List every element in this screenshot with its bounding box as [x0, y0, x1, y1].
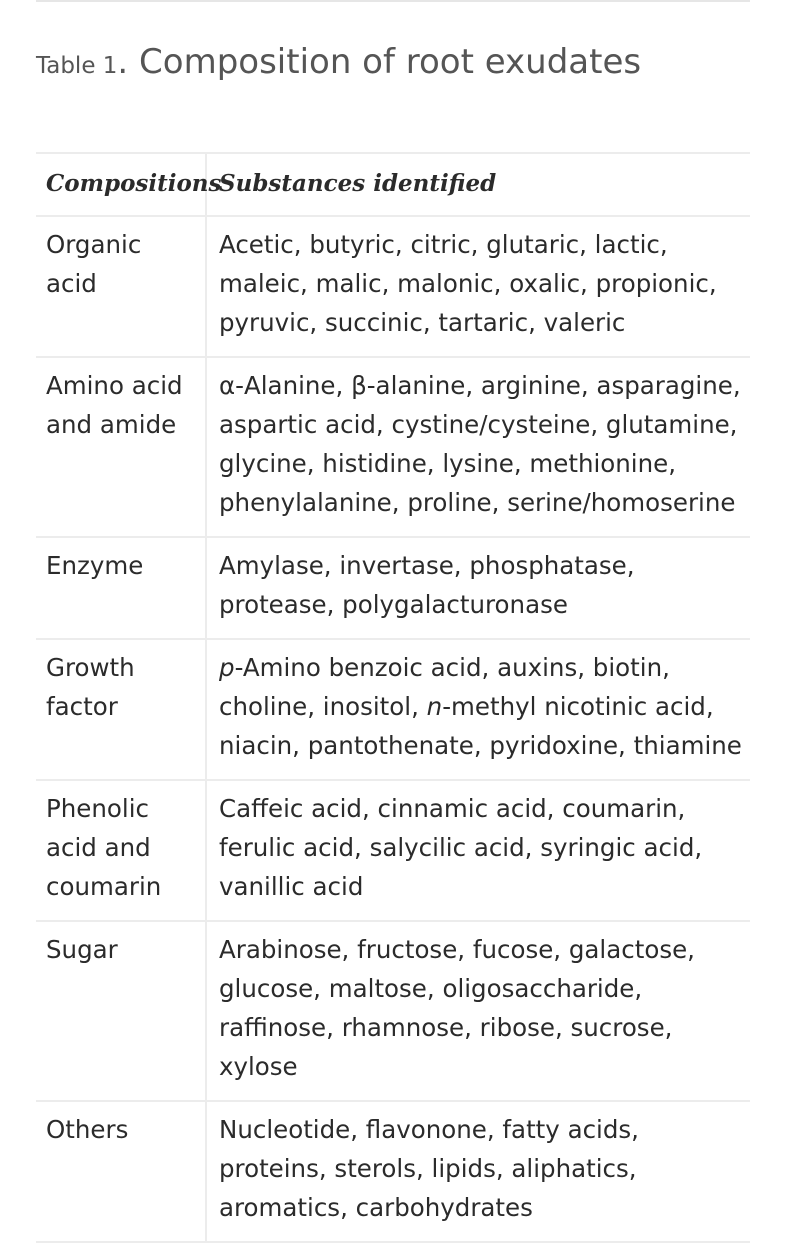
composition-cell: Growth factor — [36, 639, 206, 780]
table-row — [36, 357, 750, 537]
table-row — [36, 216, 750, 357]
substances-cell: Acetic, butyric, citric, glutaric, lactic, maleic, malic, malonic, oxalic, propionic, pyruvic, succinic, tartaric, valeric — [206, 216, 750, 357]
top-divider — [36, 0, 750, 2]
table-row — [36, 1101, 750, 1242]
table-caption — [36, 42, 641, 82]
italic-prefix-n: n — [426, 692, 443, 721]
substances-cell — [206, 639, 750, 780]
composition-cell: Sugar — [36, 921, 206, 1101]
table-label: Table 1 — [36, 53, 118, 79]
composition-cell: Enzyme — [36, 537, 206, 639]
substances-cell: Nucleotide, flavonone, fatty acids, proteins, sterols, lipids, aliphatics, aromatics, carbohydrates — [206, 1101, 750, 1242]
table-row — [36, 780, 750, 921]
substances-text-part: -methyl nicotinic acid, niacin, pantothenate, pyridoxine, thiamine — [219, 692, 742, 760]
composition-cell: Others — [36, 1101, 206, 1242]
substances-cell: Amylase, invertase, phosphatase, protease, polygalacturonase — [206, 537, 750, 639]
substances-cell: Arabinose, fructose, fucose, galactose, glucose, maltose, oligosaccharide, raffinose, rhamnose, ribose, sucrose, xylose — [206, 921, 750, 1101]
column-header-compositions: Compositions — [36, 153, 206, 216]
caption-separator: . — [117, 42, 129, 82]
substances-cell: Caffeic acid, cinnamic acid, coumarin, ferulic acid, salycilic acid, syringic acid, vanillic acid — [206, 780, 750, 921]
table-title: Composition of root exudates — [128, 42, 642, 82]
composition-cell: Amino acid and amide — [36, 357, 206, 537]
substances-text-part: -Amino benzoic acid, auxins, biotin, choline, inositol, — [219, 653, 670, 721]
composition-cell: Organic acid — [36, 216, 206, 357]
composition-table — [36, 152, 750, 1243]
composition-cell: Phenolic acid and coumarin — [36, 780, 206, 921]
table-row — [36, 639, 750, 780]
column-header-substances: Substances identified — [206, 153, 750, 216]
table-row — [36, 921, 750, 1101]
italic-prefix-p: p — [219, 653, 235, 682]
table-row — [36, 537, 750, 639]
table-header-row — [36, 153, 750, 216]
substances-cell: α-Alanine, β-alanine, arginine, asparagine, aspartic acid, cystine/cysteine, glutamine, glycine, histidine, lysine, methionine, phenylalanine, proline, serine/homoserine — [206, 357, 750, 537]
